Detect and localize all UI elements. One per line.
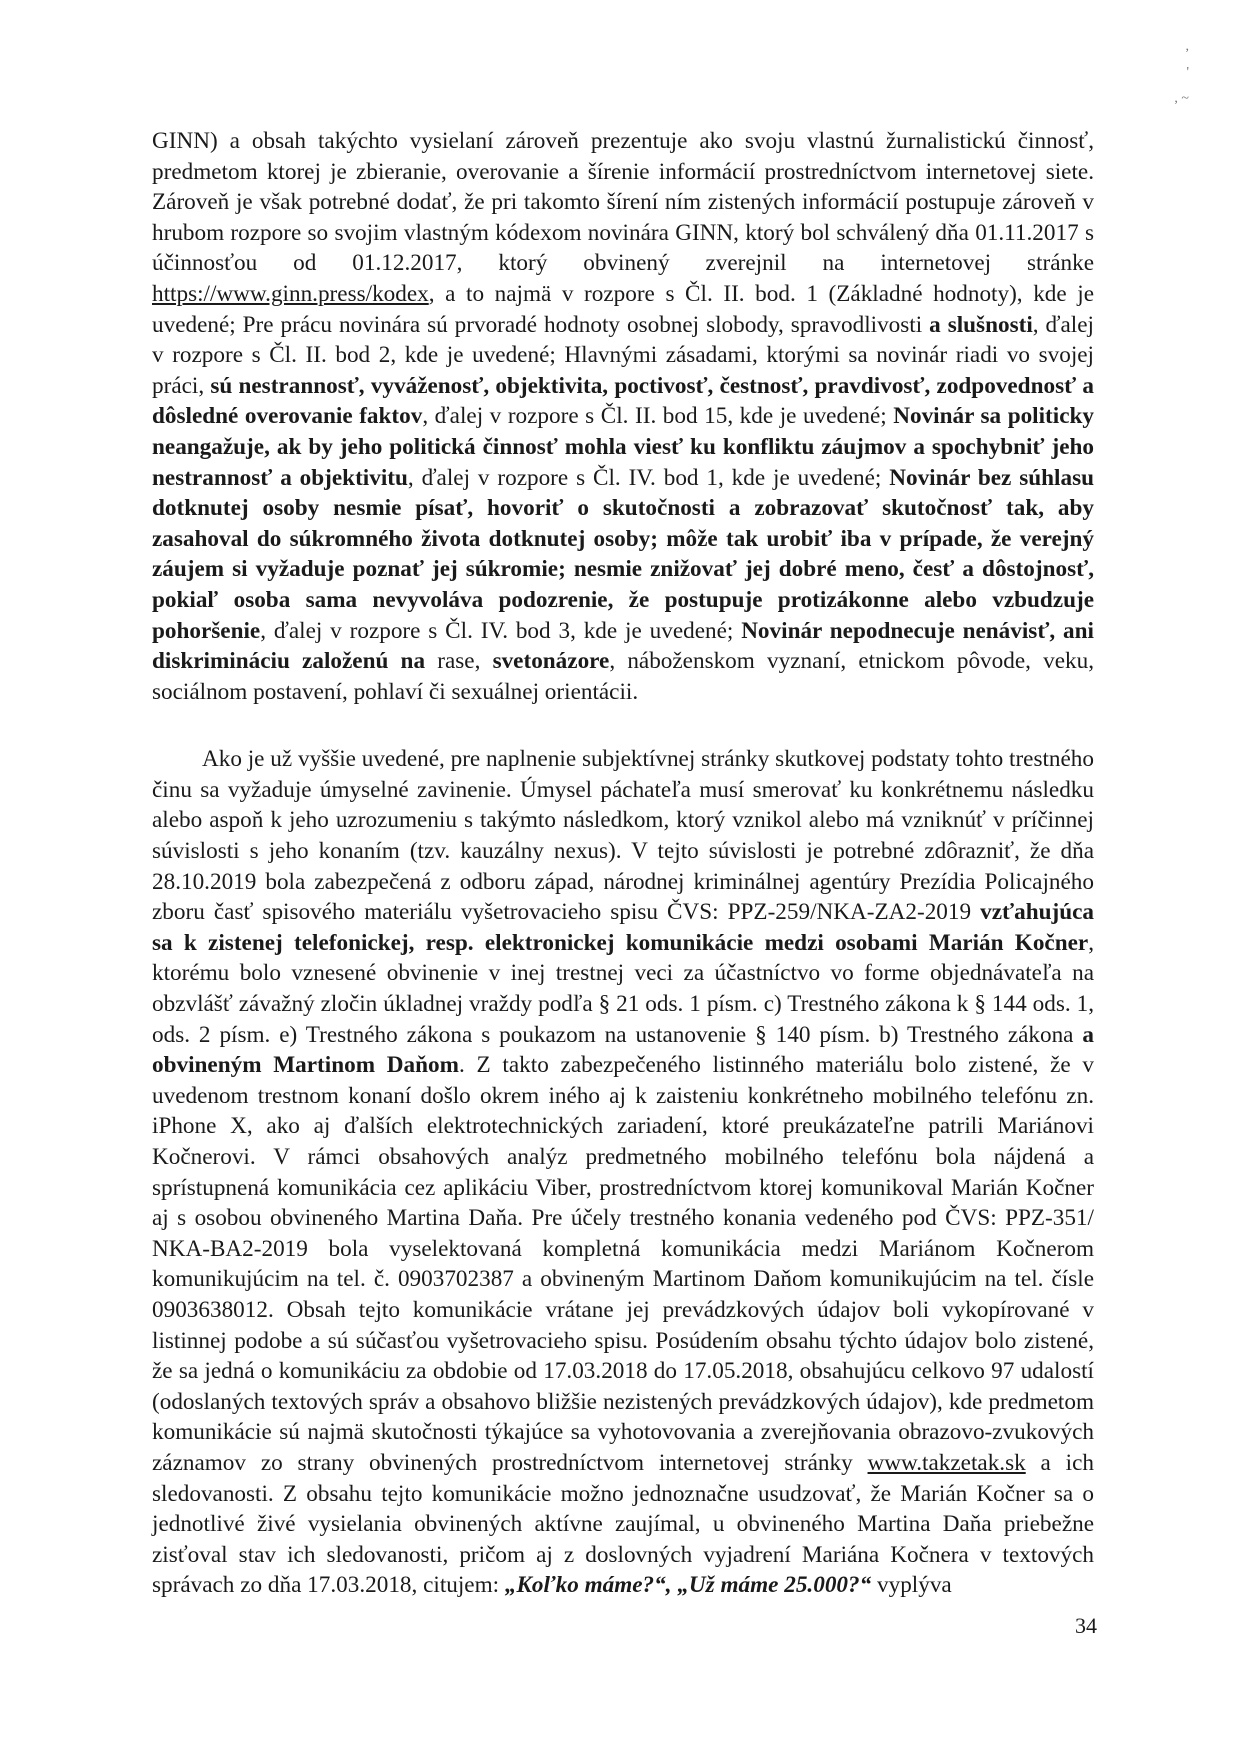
margin-mark: , ~ xyxy=(1174,91,1189,106)
text-run: , a to najmä v rozpore s Čl. II. bod. 1 (Základné hodnoty), kde je uvedené; Pre prácu novinára sú prvoradé hodnoty osobnej slobody, spravodlivosti xyxy=(152,280,1094,338)
margin-marks xyxy=(1149,34,1189,112)
quote-run: „Koľko máme?“, „Už máme 25.000?“ xyxy=(504,1572,872,1599)
bold-run: sú nestrannosť, vyváženosť, objektivita, poctivosť, čestnosť, pravdivosť, zodpovednosť a dôsledné overovanie faktov xyxy=(152,372,1094,430)
margin-mark: , xyxy=(1185,39,1189,54)
bold-run: Novinár bez súhlasu dotknutej osoby nesmie písať, hovoriť o skutočnosti a zobrazovať skutočnosť tak, aby zasahoval do súkromného života dotknutej osoby; môže tak urobiť iba v prípade, že verejný záujem si vyžaduje poznať jej súkromie; nesmie znižovať jej dobré meno, česť a dôstojnosť, pokiaľ osoba sama nevyvoláva podozrenie, že postupuje protizákonne alebo vzbudzuje pohoršenie xyxy=(152,464,1094,644)
text-run: , ďalej v rozpore s Čl. IV. bod 1, kde je uvedené; xyxy=(407,464,890,491)
text-run: GINN) a obsah takýchto vysielaní zároveň prezentuje ako svoju vlastnú žurnalistickú činnosť, predmetom ktorej je zbieranie, overovanie a šírenie informácií prostredníctvom internetovej siete. Zároveň je však potrebné dodať, že pri takomto šírení ním zistených informácií postupuje zároveň v hrubom rozpore so svojim vlastným kódexom novinára GINN, ktorý bol schválený dňa 01.11.2017 s účinnosťou od 01.12.2017, ktorý obvinený zverejnil na internetovej stránke xyxy=(152,128,1094,277)
kodex-link[interactable]: https://www.ginn.press/kodex xyxy=(152,280,429,307)
text-run: , ďalej v rozpore s Čl. II. bod 15, kde je uvedené; xyxy=(422,403,894,430)
bold-run: a obvineným Martinom Daňom xyxy=(152,1021,1094,1079)
bold-run: Novinár nepodnecuje nenávisť, ani diskrimináciu založenú na xyxy=(152,617,1094,675)
bold-run: a slušnosti xyxy=(929,311,1033,338)
margin-mark: ' xyxy=(1186,65,1189,80)
text-run: , ktorému bolo vznesené obvinenie v inej trestnej veci za účastníctvo vo forme objednávateľa na obzvlášť závažný zločin úkladnej vraždy podľa § 21 ods. 1 písm. c) Trestného zákona k § 144 ods. 1, ods. 2 písm. e) Trestného zákona s poukazom na ustanovenie § 140 písm. b) Trestného zákona xyxy=(152,929,1094,1048)
text-run: vyplýva xyxy=(871,1572,952,1599)
paragraph-communication xyxy=(152,744,1094,1601)
text-run: Ako je už vyššie uvedené, pre naplnenie subjektívnej stránky skutkovej podstaty tohto trestného činu sa vyžaduje úmyselné zavinenie. Úmysel páchateľa musí smerovať ku konkrétnemu následku alebo aspoň k jeho uzrozumeniu s takýmto následkom, ktorý vznikol alebo má vzniknúť v príčinnej súvislosti s jeho konaním (tzv. kauzálny nexus). V tejto súvislosti je potrebné zdôrazniť, že dňa 28.10.2019 bola zabezpečená z odboru západ, národnej kriminálnej agentúry Prezídia Policajného zboru časť spisového materiálu vyšetrovacieho spisu ČVS: PPZ-259/NKA-ZA2-2019 xyxy=(152,746,1094,926)
document-body xyxy=(152,126,1094,1601)
takzetak-link[interactable]: www.takzetak.sk xyxy=(867,1449,1026,1476)
bold-run: svetonázore xyxy=(492,648,610,675)
text-run: , ďalej v rozpore s Čl. II. bod 2, kde je uvedené; Hlavnými zásadami, ktorými sa novinár riadi vo svojej práci, xyxy=(152,311,1094,399)
paragraph-kodex xyxy=(152,126,1094,707)
bold-run: vzťahujúca sa k zistenej telefonickej, resp. elektronickej komunikácie medzi osobami Marián Kočner xyxy=(152,899,1094,956)
page-number: 34 xyxy=(1075,1613,1097,1638)
text-run: rase, xyxy=(425,648,493,675)
text-run: , ďalej v rozpore s Čl. IV. bod 3, kde je uvedené; xyxy=(260,617,742,644)
text-run: . Z takto zabezpečeného listinného materiálu bolo zistené, že v uvedenom trestnom konaní došlo okrem iného aj k zaisteniu konkrétneho mobilného telefónu zn. iPhone X, ako aj ďalších elektrotechnických zariadení, ktoré preukázateľne patrili Mariánovi Kočnerovi. V rámci obsahových analýz predmetného mobilného telefónu bola nájdená a sprístupnená komunikácia cez aplikáciu Viber, prostredníctvom ktorej komunikoval Marián Kočner aj s osobou obvineného Martina Daňa. Pre účely trestného konania vedeného pod ČVS: PPZ-351/ NKA-BA2-2019 bola vyselektovaná kompletná komunikácia medzi Mariánom Kočnerom komunikujúcim na tel. č. 0903702387 a obvineným Martinom Daňom komunikujúcim na tel. čísle 0903638012. Obsah tejto komunikácie vrátane jej prevádzkových údajov boli vykopírované v listinnej podobe a sú súčasťou vyšetrovacieho spisu. Posúdením obsahu týchto údajov bolo zistené, že sa jedná o komunikáciu za obdobie od 17.03.2018 do 17.05.2018, obsahujúcu celkovo 97 udalostí (odoslaných textových správ a obsahovo bližšie nezistených prevádzkových údajov), kde predmetom komunikácie sú najmä skutočnosti týkajúce sa vyhotovovania a zverejňovania obrazovo-zvukových záznamov zo strany obvinených prostredníctvom internetovej stránky xyxy=(152,1052,1095,1476)
text-run: a ich sledovanosti. Z obsahu tejto komunikácie možno jednoznačne usudzovať, že Marián Kočner sa o jednotlivé živé vysielania obvinených aktívne zaujímal, u obvineného Martina Daňa priebežne zisťoval stav ich sledovanosti, pričom aj z doslovných vyjadrení Mariána Kočnera v textových správach zo dňa 17.03.2018, citujem: xyxy=(152,1449,1095,1599)
text-run: , náboženskom vyznaní, etnickom pôvode, veku, sociálnom postavení, pohlaví či sexuálnej orientácii. xyxy=(152,648,1094,705)
bold-run: Novinár sa politicky neangažuje, ak by jeho politická činnosť mohla viesť ku konfliktu záujmov a spochybniť jeho nestrannosť a objektivitu xyxy=(152,403,1095,491)
